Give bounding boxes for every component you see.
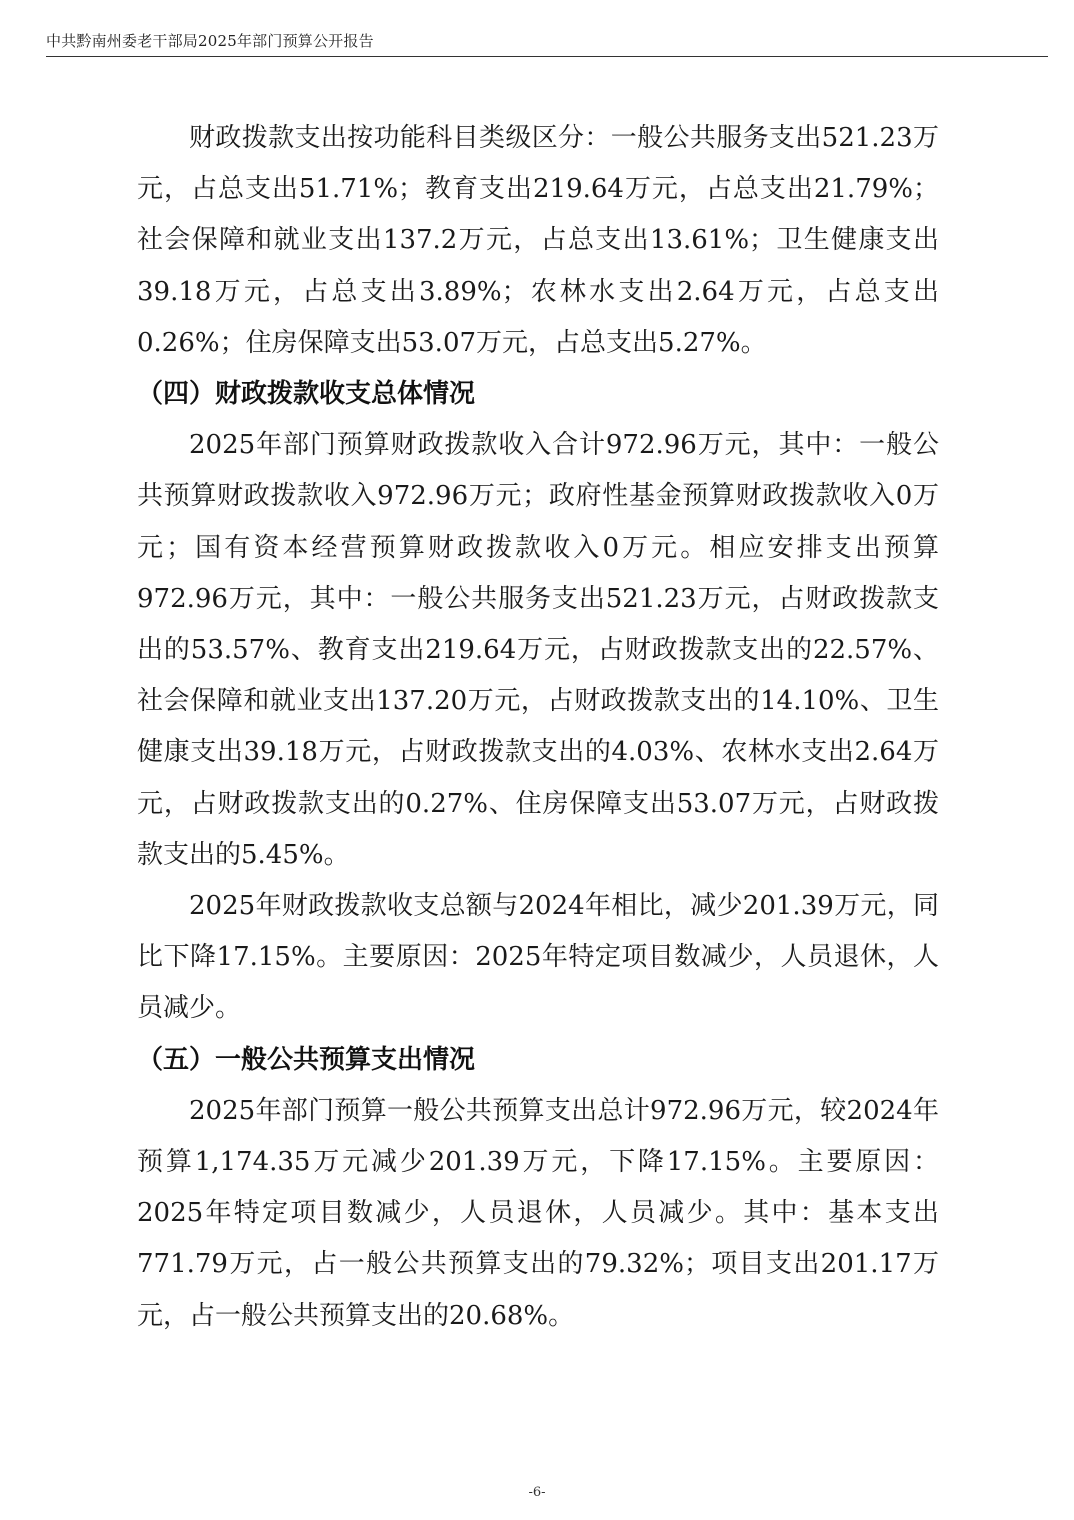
running-header: 中共黔南州委老干部局2025年部门预算公开报告: [46, 32, 374, 50]
paragraph-expenditure-by-function: 财政拨款支出按功能科目类级区分：一般公共服务支出521.23万元，占总支出51.71%；教育支出219.64万元，占总支出21.79%；社会保障和就业支出137.2万元，占总支出13.61%；卫生健康支出39.18万元，占总支出3.89%；农林水支出2.64万元，占总支出0.26%；住房保障支出53.07万元，占总支出5.27%。: [137, 123, 939, 358]
paragraph-general-budget-expenditure: 2025年部门预算一般公共预算支出总计972.96万元，较2024年预算1,174.35万元减少201.39万元，下降17.15%。主要原因：2025年特定项目数减少，人员退休，人员减少。其中：基本支出771.79万元，占一般公共预算支出的79.32%；项目支出201.17万元，占一般公共预算支出的20.68%。: [137, 1095, 939, 1331]
paragraph-year-comparison: 2025年财政拨款收支总额与2024年相比，减少201.39万元，同比下降17.15%。主要原因：2025年特定项目数减少，人员退休，人员减少。: [137, 891, 939, 1024]
page-number: -6-: [528, 1485, 546, 1500]
header-divider: [46, 56, 1048, 57]
section-heading-5: （五）一般公共预算支出情况: [137, 1044, 476, 1075]
paragraph-appropriation-overview: 2025年部门预算财政拨款收入合计972.96万元，其中：一般公共预算财政拨款收入972.96万元；政府性基金预算财政拨款收入0万元；国有资本经营预算财政拨款收入0万元。相应安排支出预算972.96万元，其中：一般公共服务支出521.23万元，占财政拨款支出的53.57%、教育支出219.64万元，占财政拨款支出的22.57%、社会保障和就业支出137.20万元，占财政拨款支出的14.10%、卫生健康支出39.18万元，占财政拨款支出的4.03%、农林水支出2.64万元，占财政拨款支出的0.27%、住房保障支出53.07万元，占财政拨款支出的5.45%。: [137, 430, 939, 870]
document-body: [137, 113, 939, 1342]
section-heading-4: （四）财政拨款收支总体情况: [137, 379, 476, 410]
